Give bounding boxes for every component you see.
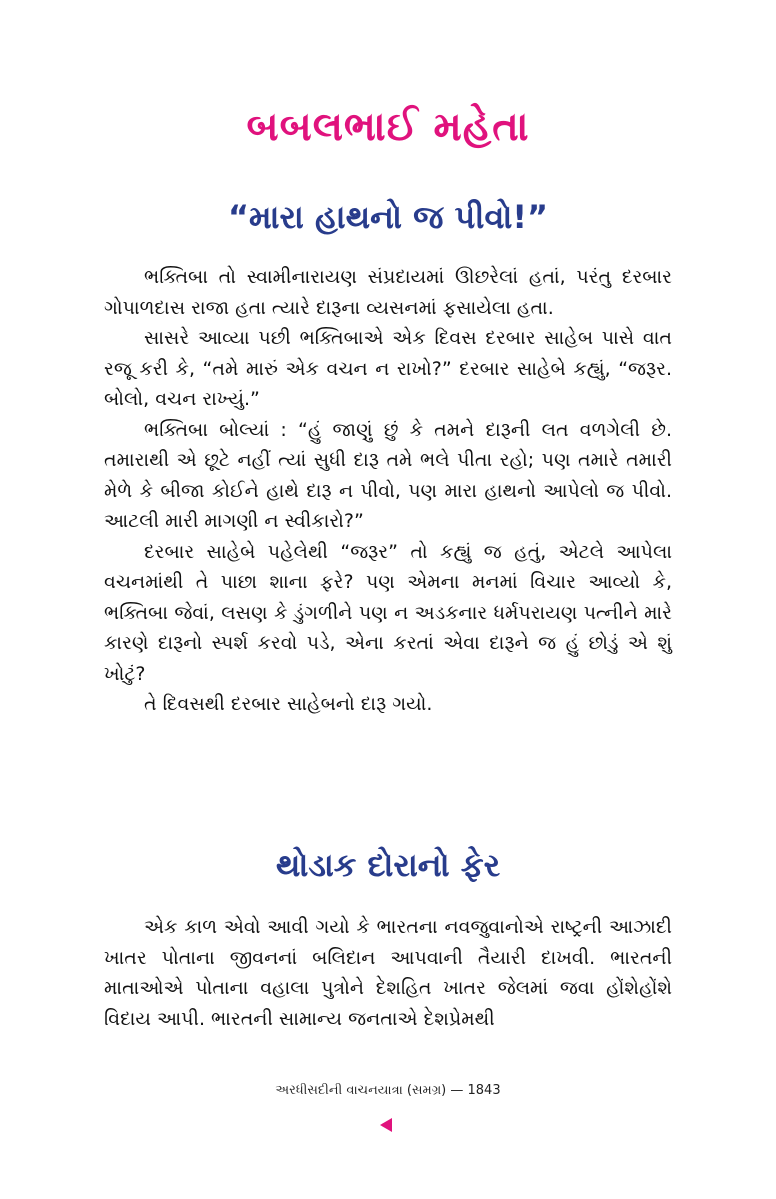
page-title: બબલભાઈ મહેતા xyxy=(246,104,530,150)
paragraph: ભક્તિબા બોલ્યાં : “હું જાણું છું કે તમને દારૂની લત વળગેલી છે. તમારાથી એ છૂટે નહીં ત્યાં સુધી દારૂ તમે ભલે પીતા રહો; પણ તમારે તમારી મેળે કે બીજા કોઈને હાથે દારૂ ન પીવો, પણ મારા હાથનો આપેલો જ પીવો. આટલી મારી માગણી ન સ્વીકારો?” xyxy=(104,418,672,532)
left-triangle-icon[interactable] xyxy=(380,1118,392,1132)
paragraph: એક કાળ એવો આવી ગયો કે ભારતના નવજુવાનોએ રાષ્ટ્રની આઝાદી ખાતર પોતાના જીવનનાં બલિદાન આપવાની તૈયારી દાખવી. ભારતની માતાઓએ પોતાના વહાલા પુત્રોને દેશહિત ખાતર જેલમાં જવા હોંશેહોંશે વિદાય આપી. ભારતની સામાન્ય જનતાએ દેશપ્રેમથી xyxy=(104,916,672,1030)
section-heading-2: થોડાક દોરાનો ફેર xyxy=(275,846,501,884)
paragraph: તે દિવસથી દરબાર સાહેબનો દારૂ ગયો. xyxy=(144,693,433,715)
paragraph: ભક્તિબા તો સ્વામીનારાયણ સંપ્રદાયમાં ઊછરેલાં હતાં, પરંતુ દરબાર ગોપાળદાસ રાજા હતા ત્યારે દારૂના વ્યસનમાં ફસાયેલા હતા. xyxy=(104,266,672,319)
book-page xyxy=(104,0,672,1199)
paragraph: સાસરે આવ્યા પછી ભક્તિબાએ એક દિવસ દરબાર સાહેબ પાસે વાત રજૂ કરી કે, “તમે મારું એક વચન ન રાખો?” દરબાર સાહેબે કહ્યું, “જરૂર. બોલો, વચન રાખ્યું.” xyxy=(104,327,672,410)
section-body-1 xyxy=(104,262,672,720)
section-body-2 xyxy=(104,912,672,1034)
paragraph: દરબાર સાહેબે પહેલેથી “જરૂર” તો કહ્યું જ હતું, એટલે આપેલા વચનમાંથી તે પાછા શાના ફરે? પણ એમના મનમાં વિચાર આવ્યો કે, ભક્તિબા જેવાં, લસણ કે ડુંગળીને પણ ન અડકનાર ધર્મપરાયણ પત્નીને મારે કારણે દારૂનો સ્પર્શ કરવો પડે, એના કરતાં એવા દારૂને જ હું છોડું એ શું ખોટું? xyxy=(104,540,672,685)
section-heading-1: “મારા હાથનો જ પીવો!” xyxy=(228,198,548,236)
page-footer: અરધીસદીની વાચનયાત્રા (સમગ્ર) — 1843 xyxy=(275,1083,501,1098)
